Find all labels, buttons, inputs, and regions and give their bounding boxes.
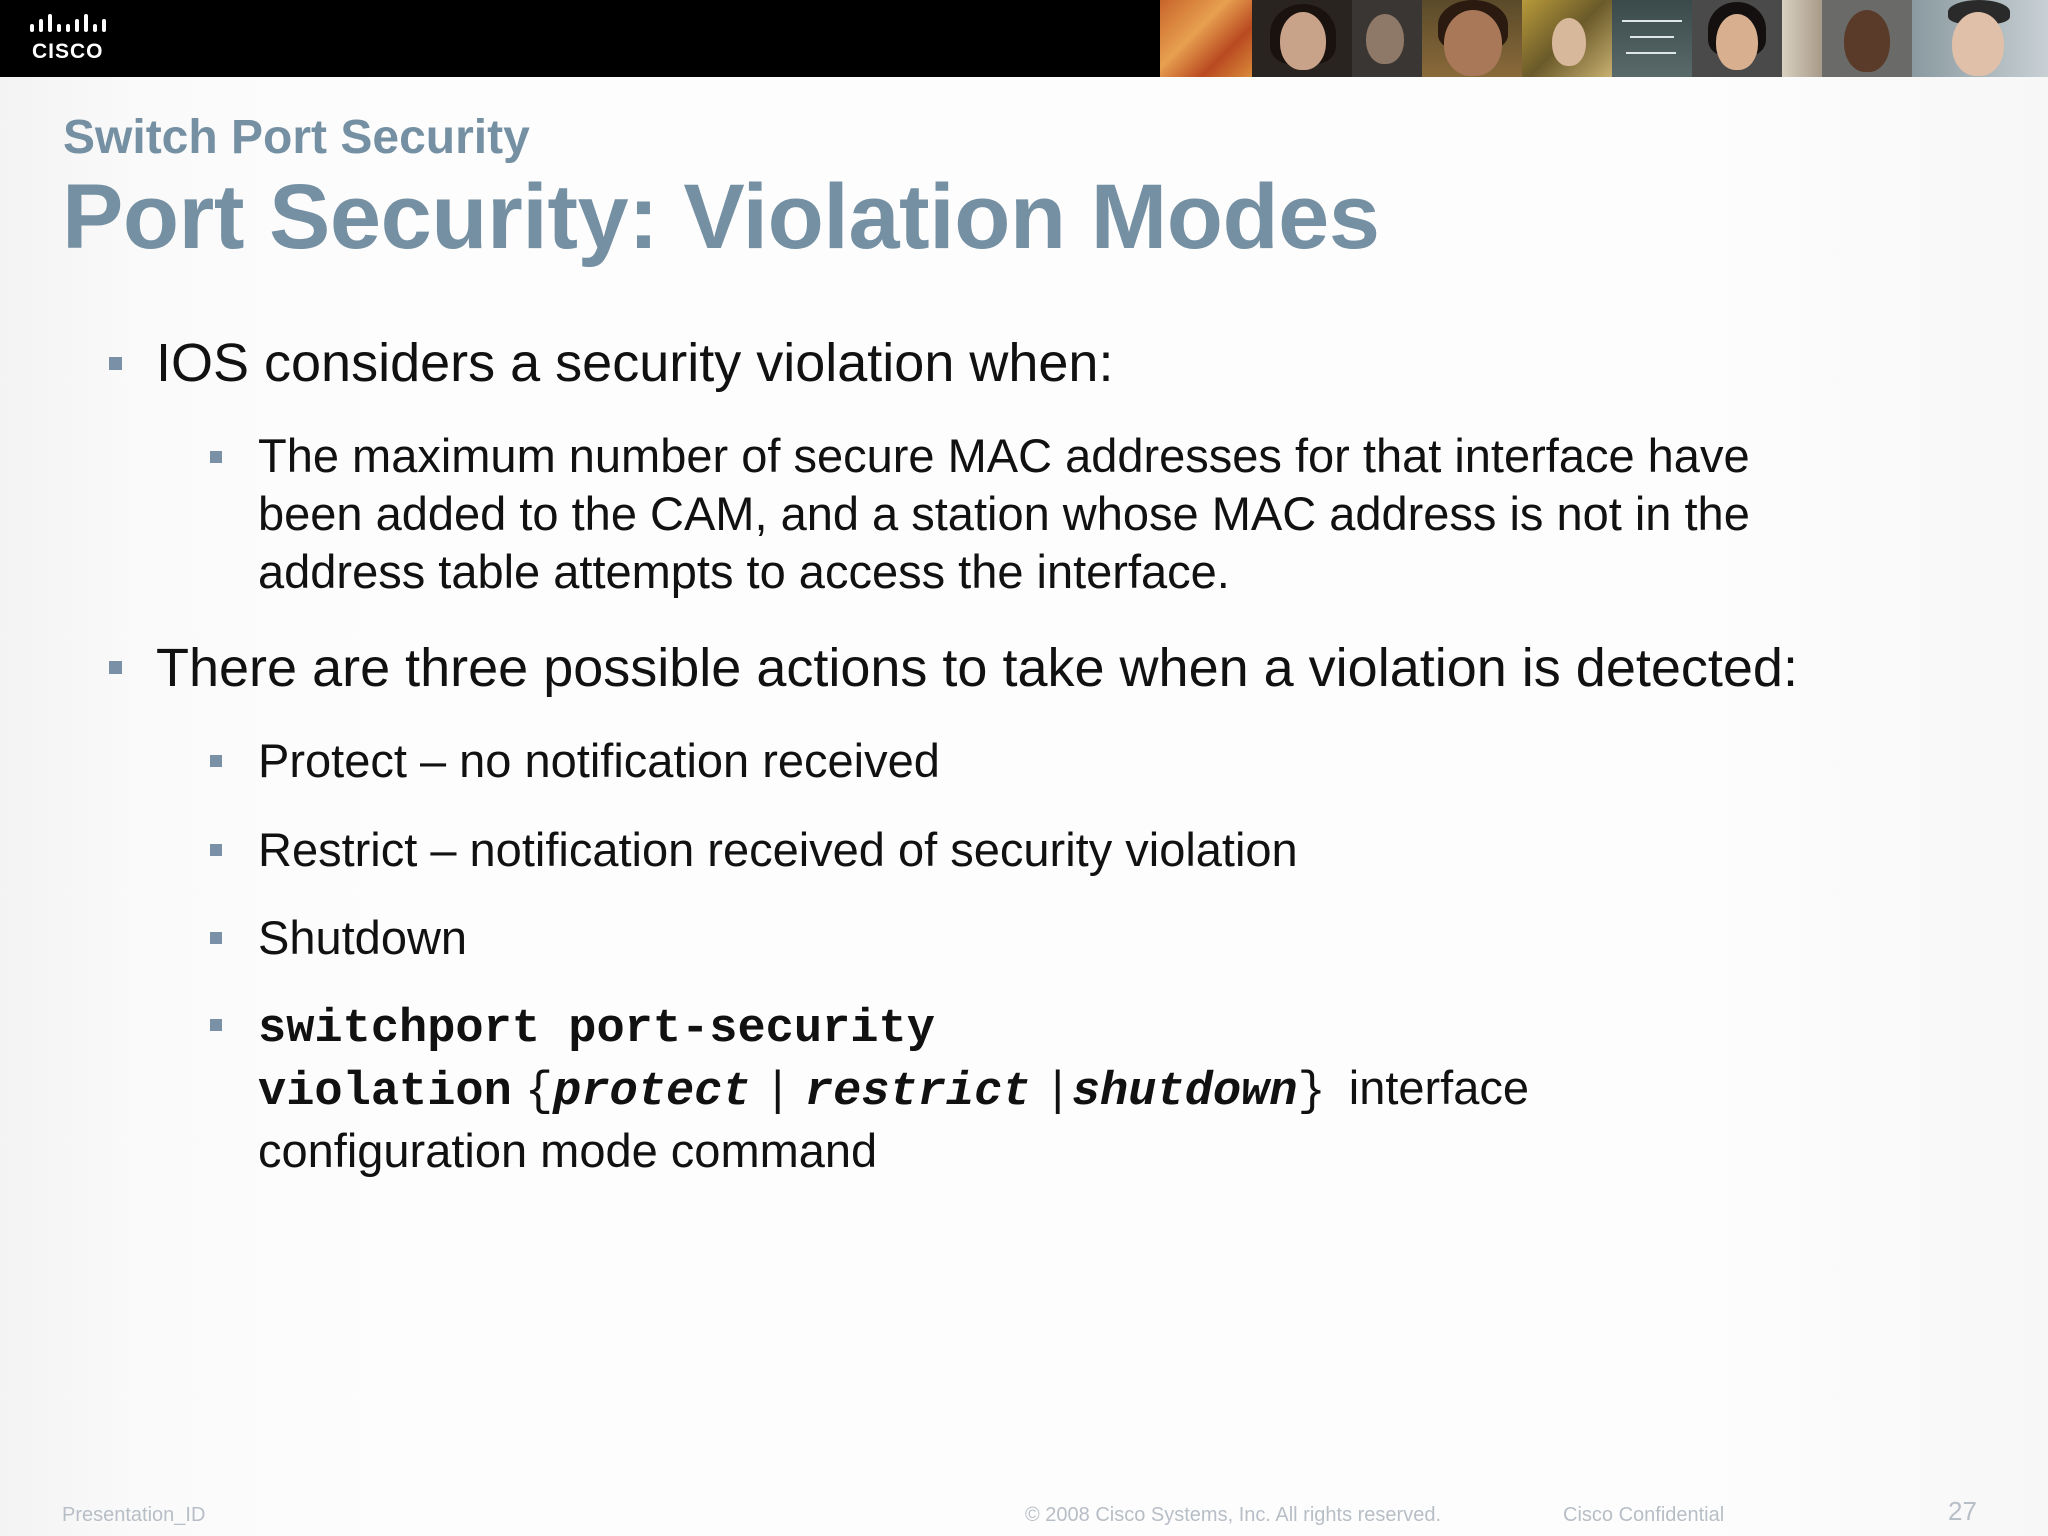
command-separator: | xyxy=(763,1066,792,1119)
command-line: configuration mode command xyxy=(258,1124,878,1177)
photo-tile xyxy=(1692,0,1782,77)
sub-bullet-marker xyxy=(210,1019,222,1031)
command-block xyxy=(258,996,1529,1180)
logo-text: CISCO xyxy=(32,40,104,63)
bullet-text: IOS considers a security violation when: xyxy=(156,333,1114,393)
footer-confidential: Cisco Confidential xyxy=(1563,1504,1725,1526)
sub-bullet-marker xyxy=(210,451,222,463)
photo-tile xyxy=(1782,0,1822,77)
command-option: restrict xyxy=(804,1066,1031,1119)
photo-tile xyxy=(1352,0,1422,77)
command-option: protect xyxy=(553,1066,751,1119)
photo-tile xyxy=(1252,0,1352,77)
photo-tile xyxy=(1160,0,1252,77)
slide-background xyxy=(0,77,2048,1536)
cisco-logo xyxy=(28,14,128,64)
bullet-marker xyxy=(109,357,122,370)
sub-bullet-marker xyxy=(210,755,222,767)
command-line xyxy=(258,1059,1529,1122)
command-keyword: violation xyxy=(258,1066,512,1119)
sub-bullet-marker xyxy=(210,844,222,856)
sub-bullet-line: address table attempts to access the interface. xyxy=(258,545,1230,598)
footer-presentation-id: Presentation_ID xyxy=(62,1504,206,1526)
sub-bullet-line: The maximum number of secure MAC addresses for that interface have xyxy=(258,429,1750,482)
photo-tile xyxy=(1822,0,1912,77)
command-option: shutdown xyxy=(1071,1066,1298,1119)
slide-title: Port Security: Violation Modes xyxy=(62,166,1380,268)
section-title: Switch Port Security xyxy=(63,111,530,164)
bullet-text: There are three possible actions to take when a violation is detected: xyxy=(156,638,1798,698)
sub-bullet-text xyxy=(258,427,1750,601)
cisco-bridge-icon xyxy=(30,14,122,38)
header-bar xyxy=(0,0,2048,77)
command-trailing-text: interface xyxy=(1348,1061,1530,1114)
photo-tile xyxy=(1422,0,1522,77)
photo-tile xyxy=(1612,0,1692,77)
photo-tile xyxy=(1522,0,1612,77)
sub-bullet-text: Shutdown xyxy=(258,911,468,964)
command-separator: | xyxy=(1043,1066,1072,1119)
command-text: switchport port-security xyxy=(258,1003,935,1056)
sub-bullet-line: been added to the CAM, and a station whose MAC address is not in the xyxy=(258,487,1750,540)
footer-copyright: © 2008 Cisco Systems, Inc. All rights reserved. xyxy=(1025,1504,1442,1526)
header-photo-strip xyxy=(1160,0,2048,77)
sub-bullet-text: Restrict – notification received of security violation xyxy=(258,823,1298,876)
sub-bullet-marker xyxy=(210,932,222,944)
photo-tile xyxy=(1912,0,2048,77)
command-line xyxy=(258,996,1529,1059)
command-brace: { xyxy=(524,1066,554,1119)
page-number: 27 xyxy=(1948,1496,1977,1526)
command-brace: } xyxy=(1297,1066,1326,1119)
sub-bullet-text: Protect – no notification received xyxy=(258,734,940,787)
bullet-marker xyxy=(109,661,122,674)
